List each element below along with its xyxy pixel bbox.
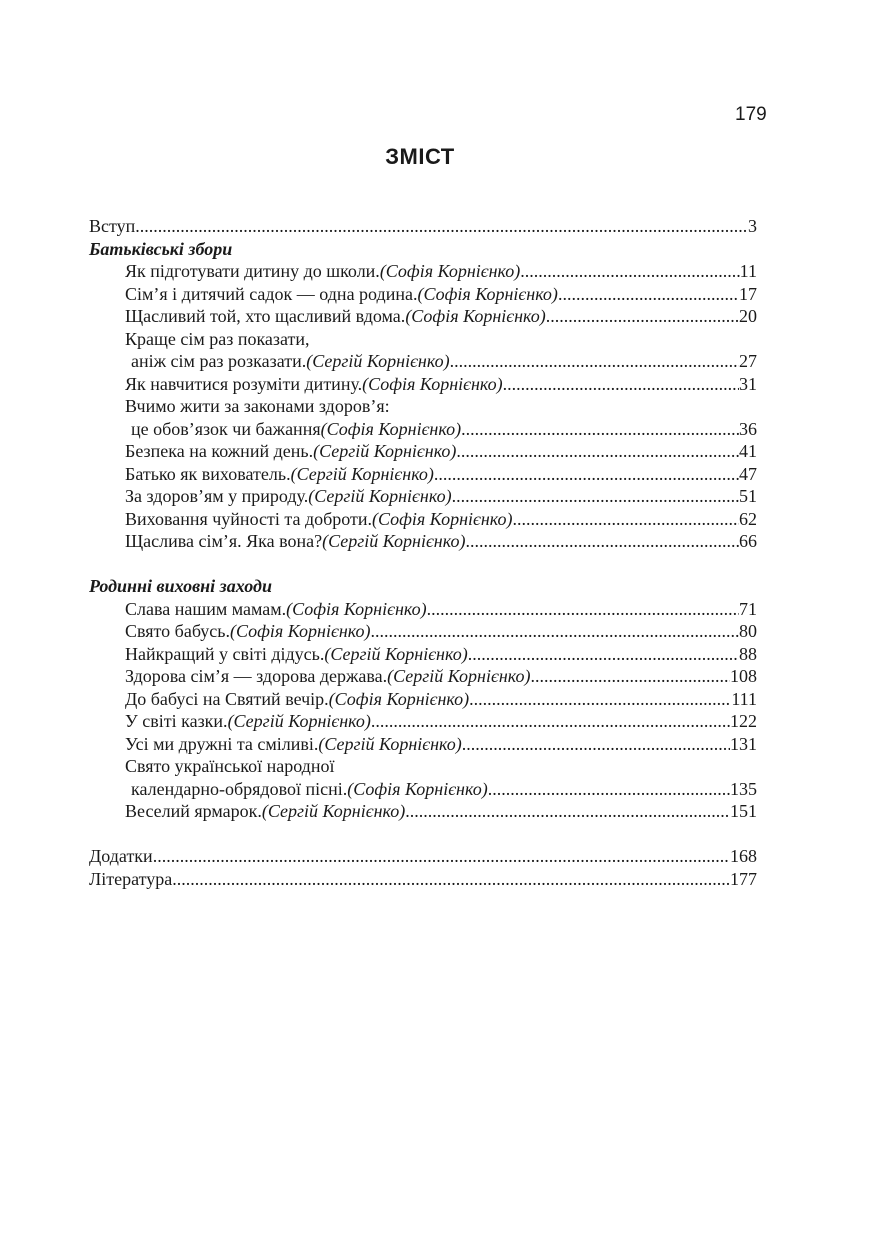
dot-leader xyxy=(370,620,739,643)
toc-entry-author: (Сергій Корнієнко) xyxy=(324,643,468,664)
toc-entry-title: Найкращий у світі дідусь. xyxy=(125,643,325,664)
toc-entry[interactable] xyxy=(89,373,757,396)
toc-entry-appendix[interactable] xyxy=(89,845,757,868)
toc-entry-literature[interactable] xyxy=(89,868,757,891)
toc-entry-page: 71 xyxy=(739,598,757,619)
toc-entry[interactable] xyxy=(89,800,757,823)
dot-leader xyxy=(456,440,739,463)
toc-entry-author: (Софія Корнієнко) xyxy=(405,306,546,326)
toc-entry-author: (Софія Корнієнко) xyxy=(328,688,470,709)
toc-entry-title-line1: Свято української народної xyxy=(125,756,335,776)
toc-entry-title: Додатки xyxy=(89,846,153,866)
dot-leader xyxy=(450,350,739,373)
toc-entry-title: Здорова сім’я — здорова держава. xyxy=(125,666,388,686)
toc-entry-author: (Софія Корнієнко) xyxy=(286,598,427,619)
toc-entry-title: Веселий ярмарок. xyxy=(125,801,262,821)
toc-entry-title: Безпека на кожний день. xyxy=(125,441,314,461)
toc-entry-page: 11 xyxy=(739,261,757,281)
section-heading: Батьківські збори xyxy=(89,238,233,259)
toc-entry-page: 177 xyxy=(730,868,757,889)
toc-entry-title-line1: Вчимо жити за законами здоров’я: xyxy=(125,396,390,416)
dot-leader xyxy=(135,215,748,238)
toc-entry-title-line1: Краще сім раз показати, xyxy=(125,328,310,349)
page-number: 179 xyxy=(735,104,767,125)
toc-entry-page: 122 xyxy=(730,711,757,731)
toc-entry[interactable] xyxy=(89,508,757,531)
toc-entry-title: аніж сім раз розказати. xyxy=(131,351,307,371)
toc-entry-author: (Сергій Корнієнко) xyxy=(290,463,434,484)
toc-entry-page: 3 xyxy=(748,216,757,236)
toc-entry-title: Усі ми дружні та сміливі. xyxy=(125,733,319,754)
toc-entry[interactable] xyxy=(89,440,757,463)
toc-entry-title: Сім’я і дитячий садок — одна родина. xyxy=(125,283,418,304)
toc-entry-page: 66 xyxy=(739,531,757,551)
toc-entry-title: календарно-обрядової пісні. xyxy=(131,778,348,799)
toc-entry-page: 151 xyxy=(730,801,757,821)
toc-entry[interactable] xyxy=(89,665,757,688)
toc-entry[interactable] xyxy=(89,733,757,756)
toc-entry-page: 36 xyxy=(739,418,757,439)
toc-entry-page: 168 xyxy=(730,846,757,866)
toc-entry[interactable] xyxy=(89,463,757,486)
toc-entry-title: Виховання чуйності та доброти. xyxy=(125,508,373,529)
dot-leader xyxy=(461,418,739,441)
toc-entry-title: Батько як вихователь. xyxy=(125,463,291,484)
toc-entry-author: (Сергій Корнієнко) xyxy=(318,733,462,754)
toc-entry[interactable] xyxy=(89,305,757,328)
toc-entry-title: У світі казки. xyxy=(125,711,228,731)
dot-leader xyxy=(153,845,730,868)
toc-entry[interactable] xyxy=(89,283,757,306)
toc-entry-author: (Софія Корнієнко) xyxy=(230,621,371,641)
toc-entry-author: (Сергій Корнієнко) xyxy=(308,486,452,506)
dot-leader xyxy=(513,508,739,531)
toc-entry-title: Свято бабусь. xyxy=(125,621,230,641)
toc-entry[interactable] xyxy=(89,620,757,643)
toc-entry-title: Вступ xyxy=(89,216,136,236)
toc-entry-author: (Софія Корнієнко) xyxy=(379,261,521,281)
toc-entry-page: 51 xyxy=(739,486,757,506)
dot-leader xyxy=(488,778,730,801)
section-spacer xyxy=(89,823,757,846)
dot-leader xyxy=(558,283,739,306)
toc-entry-page: 62 xyxy=(739,508,757,529)
dot-leader xyxy=(465,530,739,553)
section-spacer xyxy=(89,553,757,576)
dot-leader xyxy=(469,688,731,711)
toc-entry-title: це обов’язок чи бажання xyxy=(131,418,321,439)
toc-entry[interactable] xyxy=(89,598,757,621)
toc-entry-page: 131 xyxy=(730,733,757,754)
dot-leader xyxy=(427,598,739,621)
dot-leader xyxy=(503,373,739,396)
toc-entry-title: До бабусі на Святий вечір. xyxy=(125,688,329,709)
toc-entry[interactable] xyxy=(89,350,757,373)
toc-entry-page: 20 xyxy=(739,306,757,326)
section-heading: Родинні виховні заходи xyxy=(89,576,272,596)
toc-entry-title: Слава нашим мамам. xyxy=(125,598,287,619)
toc-entry-page: 31 xyxy=(739,373,757,394)
toc-entry-page: 80 xyxy=(739,621,757,641)
toc-entry-page: 47 xyxy=(739,463,757,484)
toc-entry-author: (Сергій Корнієнко) xyxy=(387,666,531,686)
toc-entry-author: (Софія Корнієнко) xyxy=(362,373,503,394)
dot-leader xyxy=(371,710,730,733)
toc-entry-page: 111 xyxy=(731,688,757,709)
dot-leader xyxy=(468,643,739,666)
toc-entry[interactable] xyxy=(89,418,757,441)
dot-leader xyxy=(405,800,730,823)
toc-entry-title: За здоров’ям у природу. xyxy=(125,486,309,506)
toc-entry-page: 88 xyxy=(739,643,757,664)
dot-leader xyxy=(462,733,730,756)
toc-entry-title: Щасливий той, хто щасливий вдома. xyxy=(125,306,406,326)
toc-entry-author: (Софія Корнієнко) xyxy=(372,508,513,529)
toc-entry-author: (Сергій Корнієнко) xyxy=(227,711,371,731)
toc-entry-author: (Сергій Корнієнко) xyxy=(322,531,466,551)
toc-entry-page: 108 xyxy=(730,666,757,686)
toc-entry-title: Література xyxy=(89,868,173,889)
toc-entry-author: (Софія Корнієнко) xyxy=(347,778,488,799)
dot-leader xyxy=(452,485,739,508)
toc-entry[interactable] xyxy=(89,260,757,283)
dot-leader xyxy=(520,260,739,283)
toc-entry-page: 41 xyxy=(739,441,757,461)
table-of-contents xyxy=(89,215,757,890)
toc-entry-title: Щаслива сім’я. Яка вона? xyxy=(125,531,323,551)
toc-entry-author: (Сергій Корнієнко) xyxy=(261,801,406,821)
toc-entry[interactable] xyxy=(89,485,757,508)
page-title: ЗМІСТ xyxy=(385,144,455,169)
toc-entry-page: 135 xyxy=(730,778,757,799)
toc-entry[interactable] xyxy=(89,643,757,666)
toc-entry[interactable] xyxy=(89,710,757,733)
toc-entry-page: 27 xyxy=(739,351,757,371)
toc-entry-author: (Сергій Корнієнко) xyxy=(313,441,457,461)
toc-entry-title: Як навчитися розуміти дитину. xyxy=(125,373,363,394)
dot-leader xyxy=(546,305,739,328)
toc-entry[interactable] xyxy=(89,688,757,711)
toc-entry-author: (Софія Корнієнко) xyxy=(417,283,558,304)
toc-entry[interactable] xyxy=(89,530,757,553)
toc-entry-page: 17 xyxy=(739,283,757,304)
toc-entry-intro[interactable] xyxy=(89,215,757,238)
toc-entry-author: (Сергій Корнієнко) xyxy=(306,351,450,371)
dot-leader xyxy=(531,665,731,688)
toc-entry-author: (Софія Корнієнко) xyxy=(320,418,462,439)
dot-leader xyxy=(434,463,739,486)
toc-entry[interactable] xyxy=(89,778,757,801)
toc-entry-title: Як підготувати дитину до школи. xyxy=(125,261,380,281)
dot-leader xyxy=(172,868,730,891)
